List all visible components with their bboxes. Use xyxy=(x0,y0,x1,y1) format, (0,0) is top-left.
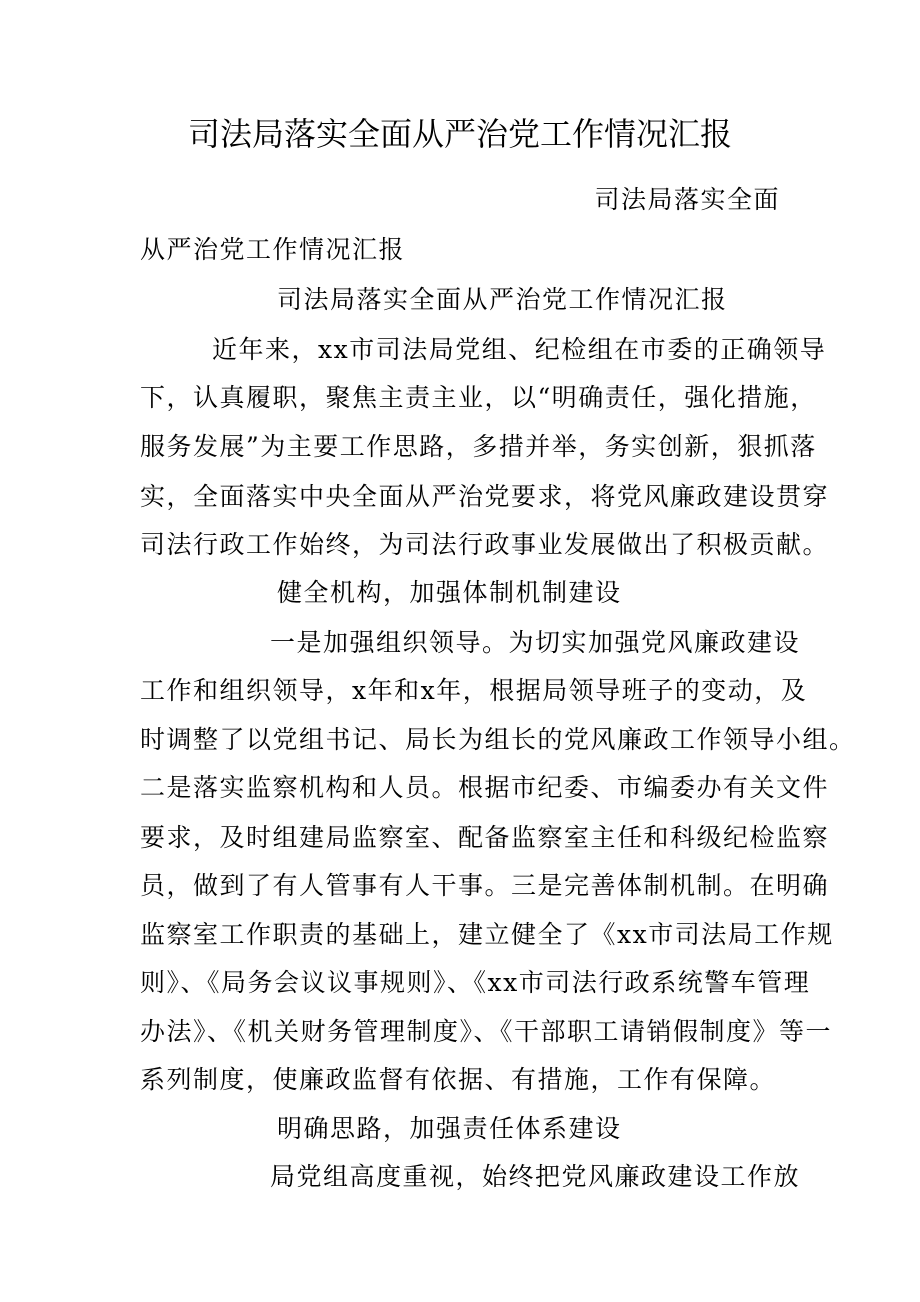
paragraph-2-line-6: 员，做到了有人管事有人干事。三是完善体制机制。在明确 xyxy=(140,871,830,900)
paragraph-3-line-1: 局党组高度重视，始终把党风廉政建设工作放 xyxy=(270,1162,801,1191)
paragraph-2-line-5: 要求，及时组建局监察室、配备监察室主任和科级纪检监察 xyxy=(140,823,830,852)
heading-2: 明确思路，加强责任体系建设 xyxy=(277,1114,622,1143)
paragraph-2-line-10: 系列制度，使廉政监督有依据、有措施，工作有保障。 xyxy=(140,1065,777,1094)
document-title: 司法局落实全面从严治党工作情况汇报 xyxy=(187,115,732,153)
paragraph-2-line-1: 一是加强组织领导。为切实加强党风廉政建设 xyxy=(270,628,801,657)
paragraph-2-line-3: 时调整了以党组书记、局长为组长的党风廉政工作领导小组。 xyxy=(140,725,856,754)
heading-1: 健全机构，加强体制机制建设 xyxy=(277,578,622,607)
section-title: 司法局落实全面从严治党工作情况汇报 xyxy=(277,285,728,314)
paragraph-1-line-1: 近年来，xx市司法局党组、纪检组在市委的正确领导 xyxy=(212,335,827,364)
paragraph-1-line-4: 实，全面落实中央全面从严治党要求，将党风廉政建设贯穿 xyxy=(140,482,830,511)
subtitle-line-1: 司法局落实全面 xyxy=(594,185,780,214)
paragraph-2-line-4: 二是落实监察机构和人员。根据市纪委、市编委办有关文件 xyxy=(140,773,830,802)
paragraph-1-line-2: 下，认真履职，聚焦主责主业，以“明确责任，强化措施， xyxy=(140,383,817,412)
paragraph-2-line-2: 工作和组织领导，x年和x年，根据局领导班子的变动，及 xyxy=(140,676,808,705)
paragraph-2-line-9: 办法》、《机关财务管理制度》、《干部职工请销假制度》等一 xyxy=(140,1017,833,1046)
paragraph-1-line-3: 服务发展”为主要工作思路，多措并举，务实创新，狠抓落 xyxy=(140,432,817,461)
paragraph-1-line-5: 司法行政工作始终，为司法行政事业发展做出了积极贡献。 xyxy=(140,530,830,559)
paragraph-2-line-7: 监察室工作职责的基础上，建立健全了《xx市司法局工作规 xyxy=(140,920,834,949)
paragraph-2-line-8: 则》、《局务会议议事规则》、《xx市司法行政系统警车管理 xyxy=(140,968,811,997)
subtitle-line-2: 从严治党工作情况汇报 xyxy=(140,235,406,264)
